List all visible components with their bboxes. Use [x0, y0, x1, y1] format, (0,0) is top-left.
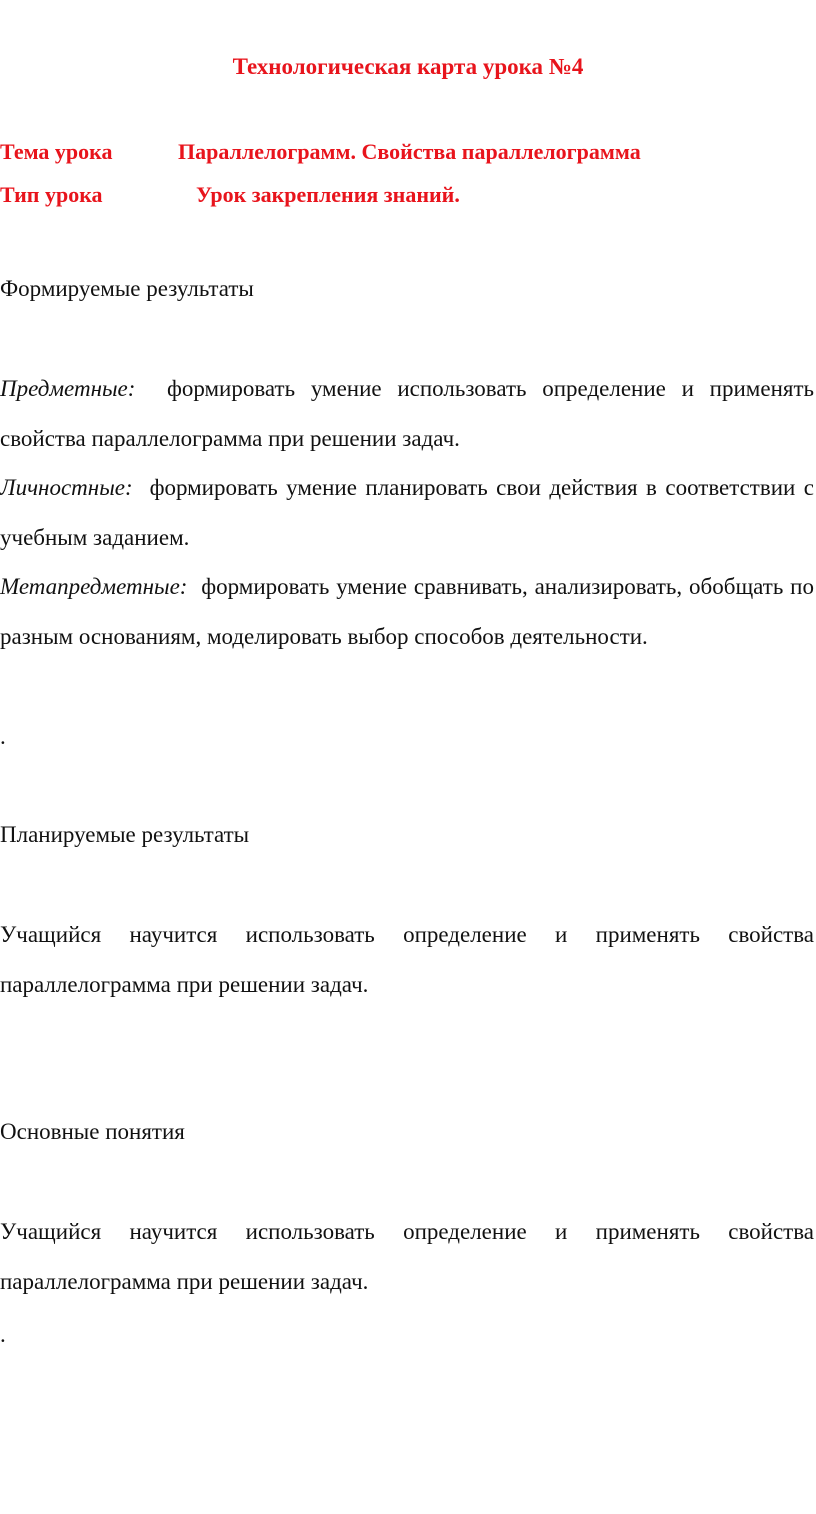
personal-results-paragraph — [0, 463, 814, 563]
lesson-type-label: Тип урока — [0, 182, 103, 207]
personal-results-text: формировать умение планировать свои действия в соответствии с учебным заданием. — [0, 475, 814, 550]
key-concepts-text: Учащийся научится использовать определение и применять свойства параллелограмма при решении задач. — [0, 1219, 814, 1294]
key-concepts-heading: Основные понятия — [0, 1119, 185, 1144]
topic-label: Тема урока — [0, 139, 113, 164]
meta-results-paragraph — [0, 562, 814, 662]
planned-results-text: Учащийся научится использовать определение и применять свойства параллелограмма при решении задач. — [0, 922, 814, 997]
subject-results-label: Предметные: — [0, 376, 136, 401]
subject-results-text: формировать умение использовать определение и применять свойства параллелограмма при решении задач. — [0, 376, 814, 451]
meta-results-label: Метапредметные: — [0, 574, 188, 599]
meta-results-text: формировать умение сравнивать, анализировать, обобщать по разным основаниям, моделировать выбор способов деятельности. — [0, 574, 814, 649]
formed-results-heading: Формируемые результаты — [0, 276, 254, 301]
formed-results-trailing-dot: . — [0, 724, 6, 749]
lesson-type-value: Урок закрепления знаний. — [196, 182, 460, 207]
document-title: Технологическая карта урока №4 — [232, 54, 584, 79]
subject-results-paragraph — [0, 364, 814, 464]
key-concepts-trailing-dot: . — [0, 1322, 6, 1347]
personal-results-label: Личностные: — [0, 475, 133, 500]
planned-results-heading: Планируемые результаты — [0, 822, 250, 847]
topic-value: Параллелограмм. Свойства параллелограмма — [178, 139, 641, 164]
